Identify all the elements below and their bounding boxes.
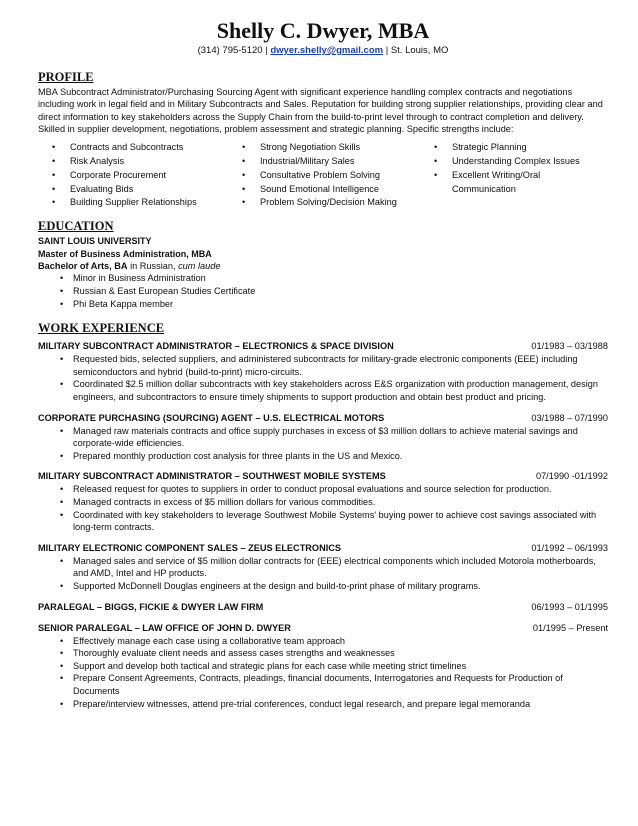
list-item: • Corporate Procurement	[38, 169, 228, 183]
job-entry	[38, 412, 608, 463]
job-dates: 01/1992 – 06/1993	[531, 542, 608, 553]
list-item: • Thoroughly evaluate client needs and assess cases strengths and weaknesses	[38, 647, 608, 660]
job-bullets	[38, 425, 608, 463]
list-item: • Supported McDonnell Douglas engineers at the design and build-to-print phase of military programs.	[38, 580, 608, 593]
job-title: MILITARY ELECTRONIC COMPONENT SALES – ZEUS ELECTRONICS	[38, 542, 342, 553]
degree-ba	[38, 260, 608, 272]
job-bullets	[38, 635, 608, 711]
skills-column-3	[420, 141, 600, 210]
list-item: • Released request for quotes to suppliers in order to conduct proposal evaluations and source selection for production.	[38, 483, 608, 496]
list-item: • Phi Beta Kappa member	[38, 298, 608, 311]
skills-column-2	[228, 141, 420, 210]
job-bullets	[38, 483, 608, 533]
job-entry	[38, 542, 608, 593]
list-item: • Requested bids, selected suppliers, and administered subcontracts for military-grade electronic components (EEE) including semiconductors and hybrid (build-to-print) micro-circuits.	[38, 353, 608, 378]
list-item: • Managed raw materials contracts and office supply purchases in excess of $3 million dollars to achieve material savings and corporate-wide efficiencies.	[38, 425, 608, 450]
job-dates: 01/1983 – 03/1988	[531, 341, 608, 352]
degree-ba-honor: cum laude	[178, 261, 221, 272]
skills-column-1	[38, 141, 228, 210]
job-dates: 07/1990 -01/1992	[535, 471, 608, 482]
degree-ba-title: Bachelor of Arts, BA	[38, 261, 128, 272]
profile-section	[38, 69, 608, 210]
list-item: • Understanding Complex Issues	[420, 155, 600, 169]
job-entry	[38, 470, 608, 533]
degree-ba-major: in Russian,	[127, 261, 179, 272]
list-item: • Managed contracts in excess of $5 million dollars for various commodities.	[38, 496, 608, 509]
list-item: • Contracts and Subcontracts	[38, 141, 228, 155]
list-item: • Industrial/Military Sales	[228, 155, 420, 169]
profile-heading: PROFILE	[38, 70, 94, 84]
job-entry	[38, 622, 608, 711]
list-item: • Consultative Problem Solving	[228, 169, 420, 183]
list-item: • Sound Emotional Intelligence	[228, 183, 420, 197]
list-item: • Russian & East European Studies Certificate	[38, 285, 608, 298]
job-title: PARALEGAL – BIGGS, FICKIE & DWYER LAW FIRM	[38, 601, 264, 612]
separator: |	[385, 45, 389, 56]
school-name: SAINT LOUIS UNIVERSITY	[38, 236, 152, 247]
email-link[interactable]: dwyer.shelly@gmail.com	[270, 45, 384, 56]
list-item: • Building Supplier Relationships	[38, 196, 228, 210]
job-entry	[38, 601, 608, 614]
job-header	[38, 340, 608, 353]
list-item: • Prepared monthly production cost analysis for three plants in the US and Mexico.	[38, 450, 608, 463]
separator: |	[265, 45, 268, 56]
job-list	[38, 340, 608, 710]
list-item: • Coordinated with key stakeholders to leverage Southwest Mobile Systems' buying power to achieve cost savings associated with long-term contracts.	[38, 509, 608, 534]
education-section	[38, 218, 608, 310]
list-item: • Managed sales and service of $5 million dollar contracts for (EEE) electrical components which included Motorola motherboards, and AMD, Intel and HP products.	[38, 555, 608, 580]
job-entry	[38, 340, 608, 403]
job-header	[38, 601, 608, 614]
education-details	[38, 272, 608, 310]
work-section	[38, 320, 608, 710]
education-heading: EDUCATION	[38, 219, 114, 234]
list-item: • Strategic Planning	[420, 141, 600, 155]
job-bullets	[38, 353, 608, 403]
job-header	[38, 542, 608, 555]
list-item: • Risk Analysis	[38, 155, 228, 169]
candidate-name: Shelly C. Dwyer, MBA	[216, 18, 430, 43]
work-heading: WORK EXPERIENCE	[38, 321, 165, 336]
profile-summary: MBA Subcontract Administrator/Purchasing Sourcing Agent with significant experience handling complex contracts and negotiations including work in legal field and in Military Subcontracts and Sales. Reputation for building strong supplier relationships, providing clear and direct information to key stakeholders across the Supply Chain from the build-to-print level through to contract completion and delivery. Skilled in supplier development, negotiations, problem assessment and strategic planning. Specific strengths include:	[38, 87, 603, 134]
list-item: • Prepare/interview witnesses, attend pre-trial conferences, conduct legal research, and prepare legal memoranda	[38, 698, 608, 711]
list-item: • Excellent Writing/Oral Communication	[420, 169, 600, 197]
job-bullets	[38, 555, 608, 593]
job-dates: 01/1995 – Present	[532, 622, 608, 633]
phone-number: (314) 795-5120	[197, 45, 263, 56]
job-title: CORPORATE PURCHASING (SOURCING) AGENT – U.S. ELECTRICAL MOTORS	[38, 412, 385, 423]
job-header	[38, 412, 608, 425]
job-title: SENIOR PARALEGAL – LAW OFFICE OF JOHN D. DWYER	[38, 622, 291, 633]
contact-line	[38, 44, 608, 57]
list-item: • Effectively manage each case using a collaborative team approach	[38, 635, 608, 648]
job-title: MILITARY SUBCONTRACT ADMINISTRATOR – ELECTRONICS & SPACE DIVISION	[38, 341, 394, 352]
job-dates: 06/1993 – 01/1995	[531, 601, 608, 612]
job-dates: 03/1988 – 07/1990	[531, 412, 608, 423]
list-item: • Evaluating Bids	[38, 183, 228, 197]
list-item: • Minor in Business Administration	[38, 272, 608, 285]
job-header	[38, 622, 608, 635]
job-header	[38, 470, 608, 483]
skills-list	[38, 141, 608, 210]
location: St. Louis, MO	[390, 45, 449, 56]
list-item: • Support and develop both tactical and strategic plans for each case while meeting strict timelines	[38, 660, 608, 673]
degree-mba: Master of Business Administration, MBA	[38, 248, 212, 259]
list-item: • Coordinated $2.5 million dollar subcontracts with key stakeholders across E&S organization with production management, design engineers, and subcontractors to ensure timely shipments to support production and obtain best product and pricing.	[38, 378, 608, 403]
list-item: • Strong Negotiation Skills	[228, 141, 420, 155]
list-item: • Prepare Consent Agreements, Contracts, pleadings, financial documents, Interrogatories and Requests for Production of Documents	[38, 672, 608, 697]
job-title: MILITARY SUBCONTRACT ADMINISTRATOR – SOUTHWEST MOBILE SYSTEMS	[38, 471, 386, 482]
list-item: • Problem Solving/Decision Making	[228, 196, 420, 210]
